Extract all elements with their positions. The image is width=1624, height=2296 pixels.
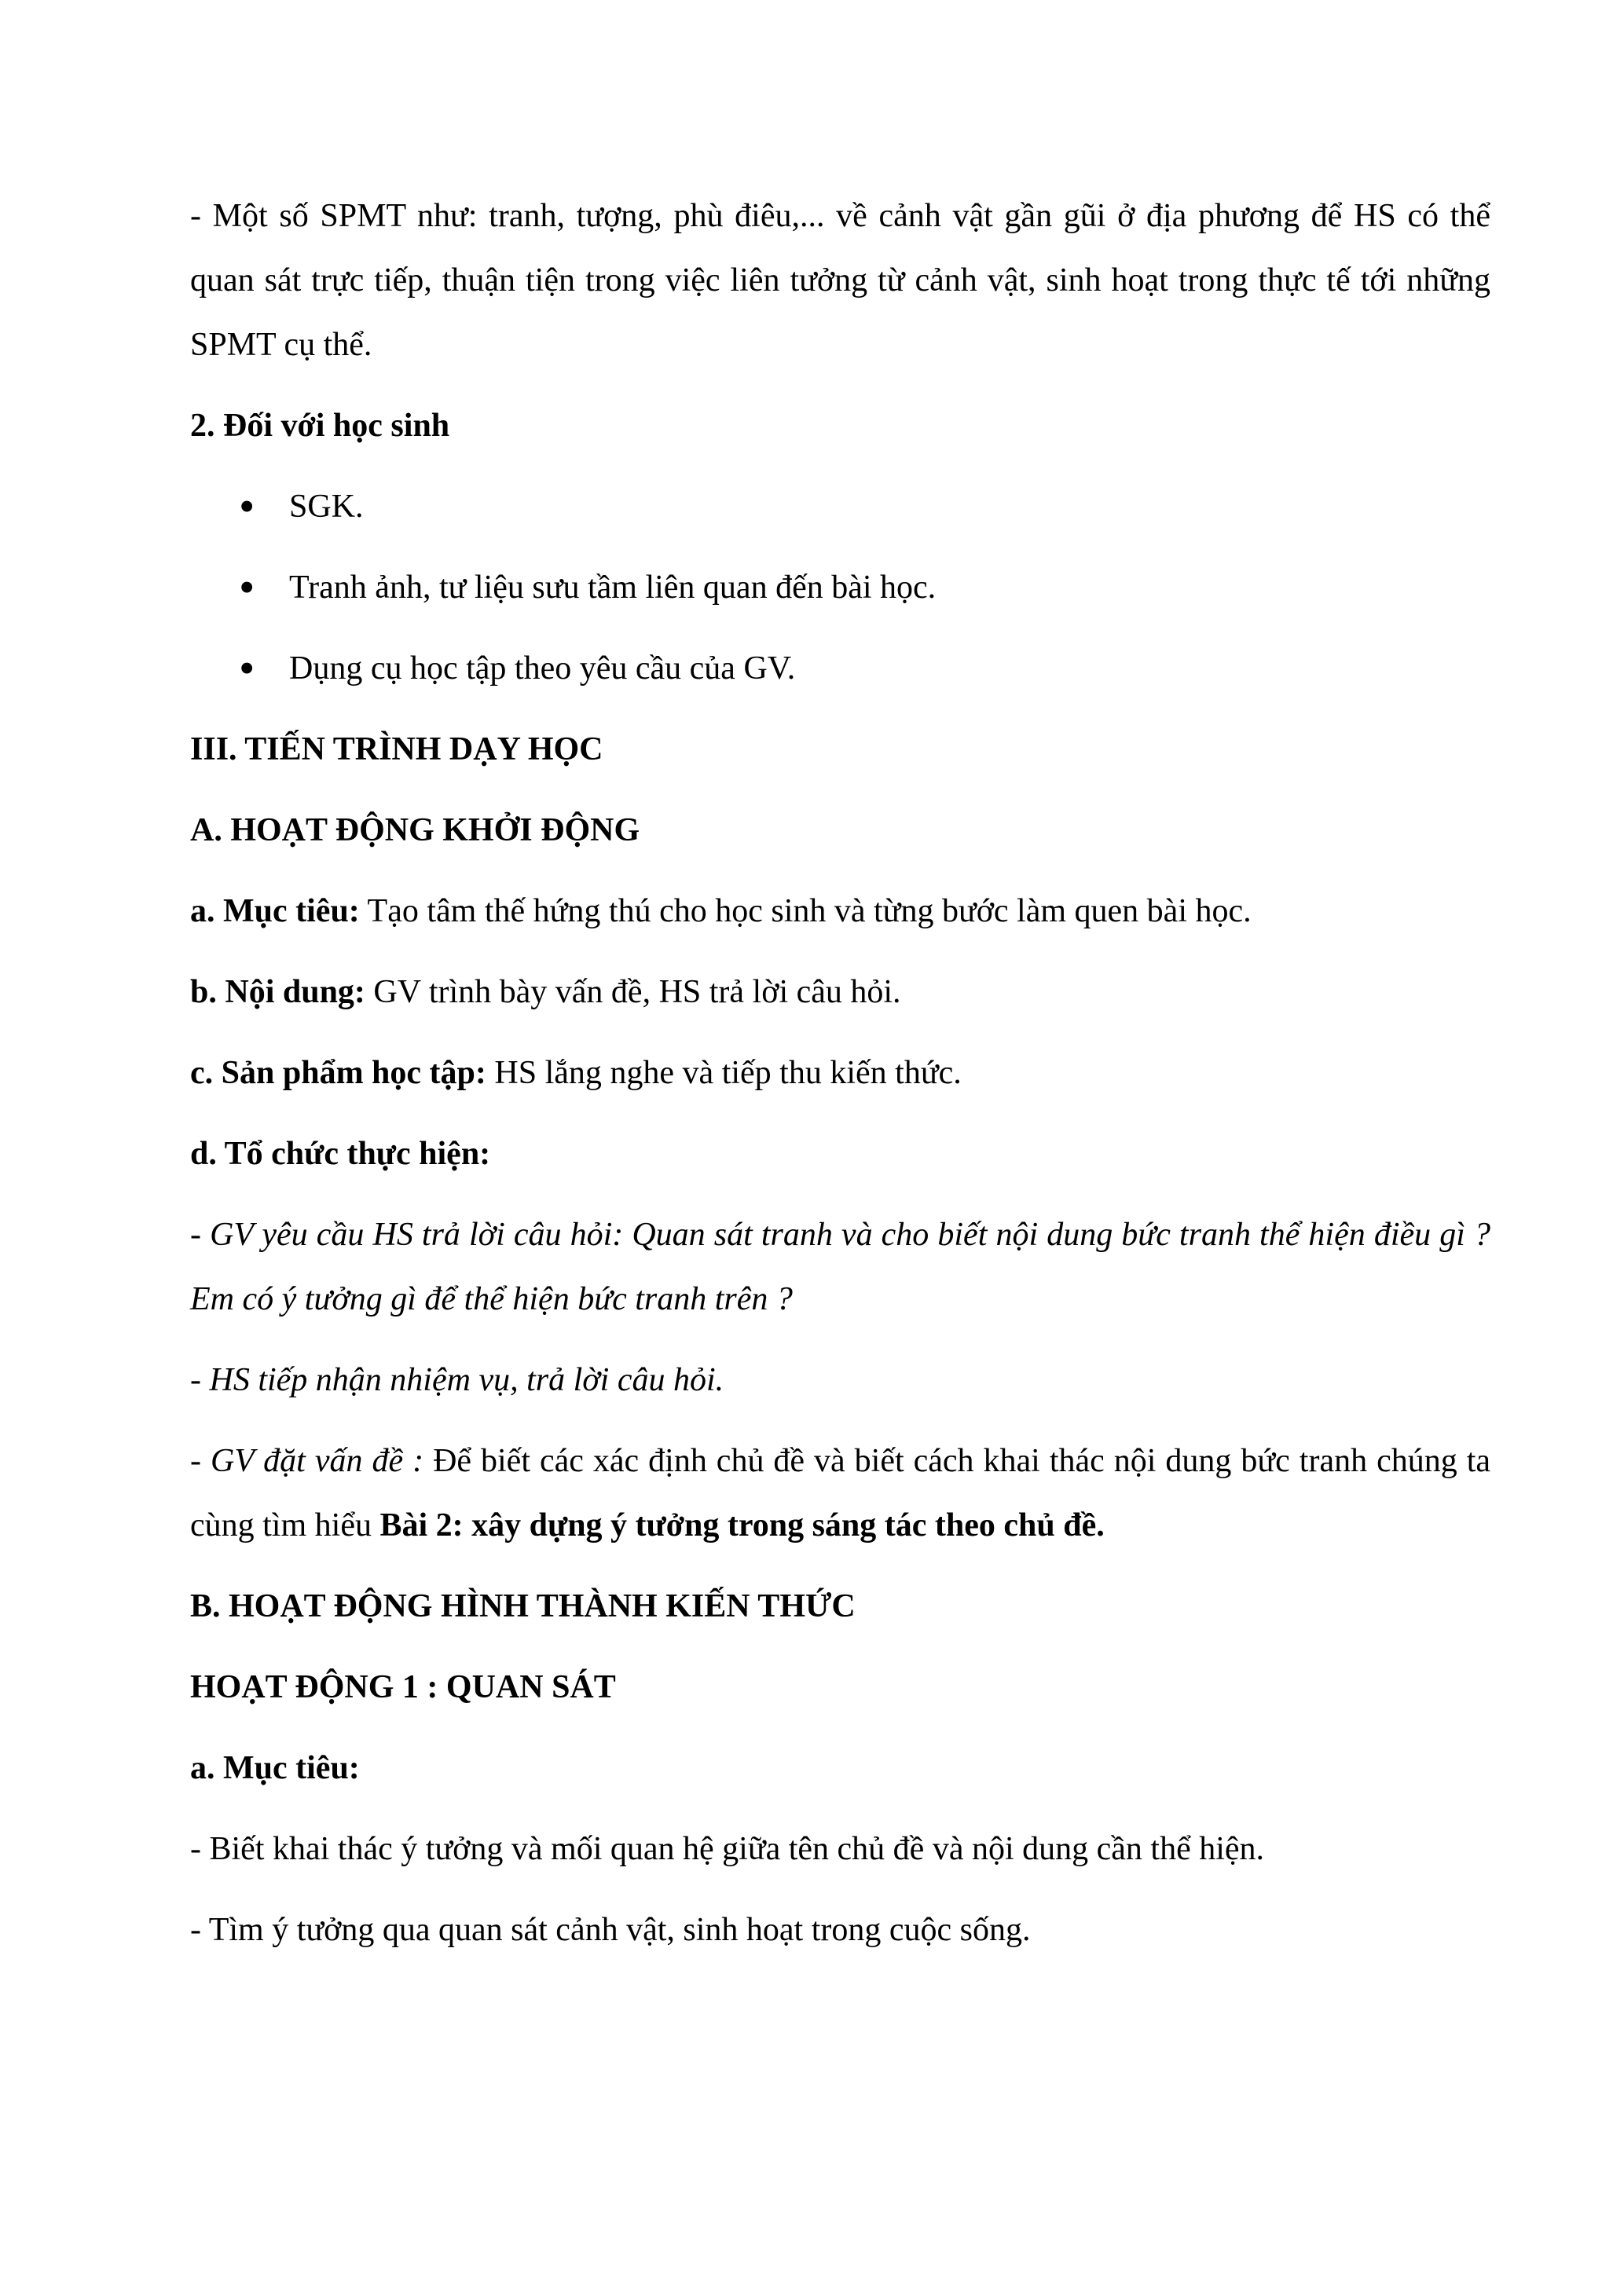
heading-muc-tieu-hd1: a. Mục tiêu:	[190, 1750, 360, 1786]
list-item-dung-cu	[190, 636, 1490, 701]
paragraph-tim-y-tuong: - Tìm ý tưởng qua quan sát cảnh vật, sinh hoạt trong cuộc sống.	[190, 1912, 1031, 1948]
paragraph-muc-tieu-a	[190, 879, 1490, 943]
heading-to-chuc-thuc-hien: d. Tổ chức thực hiện:	[190, 1136, 491, 1172]
san-pham-label: c. Sản phẩm học tập:	[190, 1055, 486, 1091]
paragraph-gv-yeu-cau: - GV yêu cầu HS trả lời câu hỏi: Quan sát tranh và cho biết nội dung bức tranh thể hiện điều gì ? Em có ý tưởng gì để thể hiện bức tranh trên ?	[190, 1217, 1490, 1317]
list-item-tranh-anh	[190, 555, 1490, 620]
san-pham-text: HS lắng nghe và tiếp thu kiến thức.	[494, 1055, 962, 1091]
list-item-sgk	[190, 474, 1490, 539]
muc-tieu-text: Tạo tâm thế hứng thú cho học sinh và từng bước làm quen bài học.	[367, 893, 1252, 929]
bullet-icon: •	[239, 562, 255, 613]
paragraph-spmt-materials: - Một số SPMT như: tranh, tượng, phù điêu,... về cảnh vật gần gũi ở địa phương để HS có thể quan sát trực tiếp, thuận tiện trong việc liên tưởng từ cảnh vật, sinh hoạt trong thực tế tới những SPMT cụ thể.	[190, 198, 1490, 363]
noi-dung-label: b. Nội dung:	[190, 974, 365, 1010]
gv-dat-van-de-body: Để biết các xác định chủ đề và biết cách khai thác nội dung bức tranh chúng ta cùng tìm hiểu	[190, 1443, 1491, 1543]
paragraph-hs-tiep-nhan: - HS tiếp nhận nhiệm vụ, trả lời câu hỏi.	[190, 1362, 724, 1398]
paragraph-gv-dat-van-de	[190, 1429, 1490, 1558]
list-item-text: Tranh ảnh, tư liệu sưu tầm liên quan đến bài học.	[289, 569, 937, 606]
heading-hoat-dong-1-quan-sat: HOẠT ĐỘNG 1 : QUAN SÁT	[190, 1669, 616, 1705]
heading-hoat-dong-hinh-thanh-kien-thuc: B. HOẠT ĐỘNG HÌNH THÀNH KIẾN THỨC	[190, 1588, 856, 1624]
paragraph-san-pham	[190, 1041, 1490, 1105]
heading-hoat-dong-khoi-dong: A. HOẠT ĐỘNG KHỞI ĐỘNG	[190, 812, 640, 848]
paragraph-biet-khai-thac: - Biết khai thác ý tưởng và mối quan hệ giữa tên chủ đề và nội dung cần thể hiện.	[190, 1831, 1265, 1867]
document-content	[190, 184, 1490, 1979]
list-item-text: SGK.	[289, 489, 364, 525]
gv-dat-van-de-lesson-title: Bài 2: xây dựng ý tưởng trong sáng tác theo chủ đề.	[379, 1507, 1105, 1543]
list-item-text: Dụng cụ học tập theo yêu cầu của GV.	[289, 650, 796, 687]
paragraph-noi-dung	[190, 960, 1490, 1024]
muc-tieu-label: a. Mục tiêu:	[190, 893, 360, 929]
bullet-icon: •	[239, 481, 255, 532]
heading-tien-trinh-day-hoc: III. TIẾN TRÌNH DẠY HỌC	[190, 731, 603, 767]
heading-doi-voi-hoc-sinh: 2. Đối với học sinh	[190, 408, 450, 444]
gv-dat-van-de-lead: - GV đặt vấn đề :	[190, 1443, 424, 1479]
noi-dung-text: GV trình bày vấn đề, HS trả lời câu hỏi.	[373, 974, 901, 1010]
bullet-icon: •	[239, 643, 255, 694]
